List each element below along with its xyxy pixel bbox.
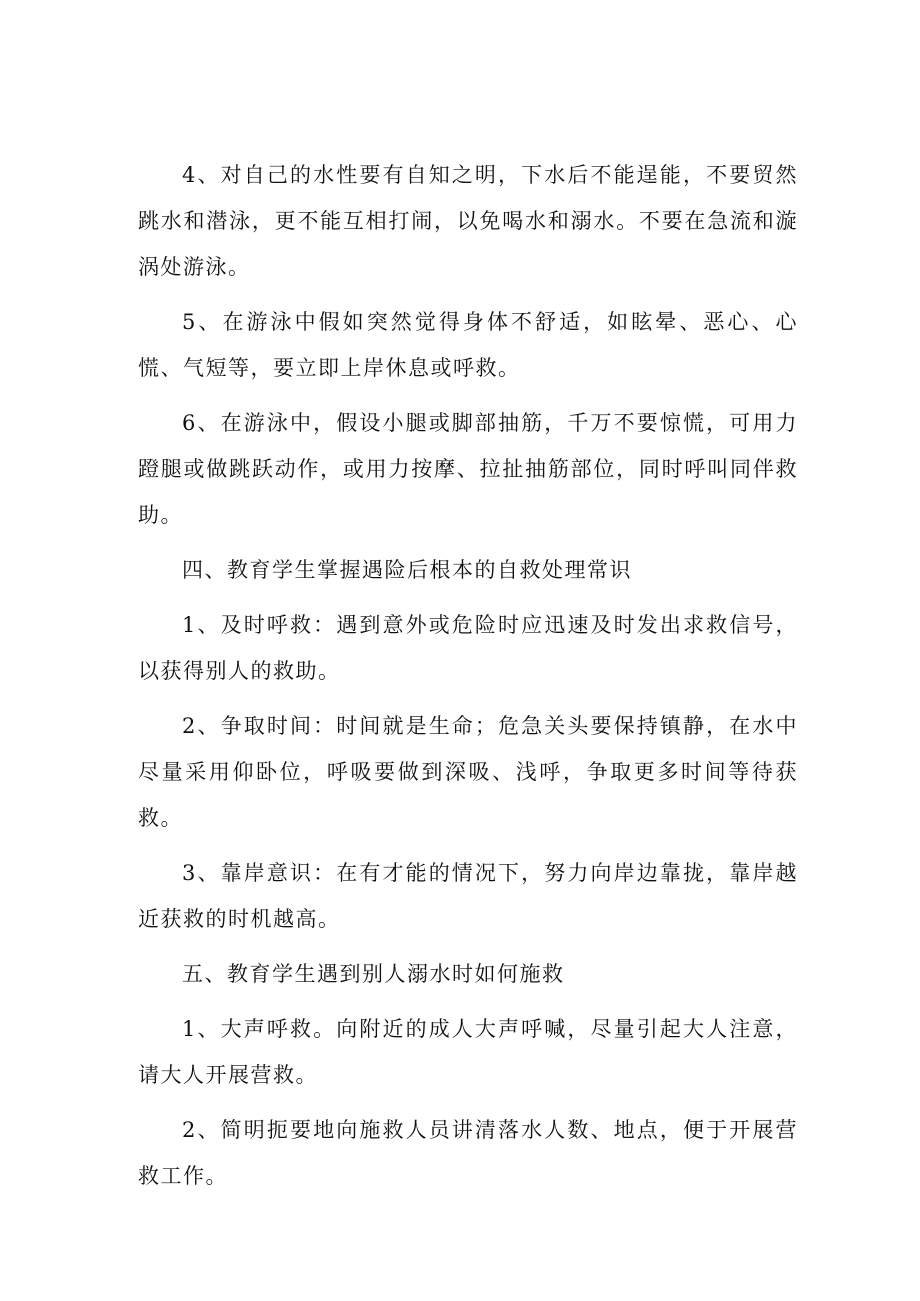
paragraph-item-4: 4、对自己的水性要有自知之明，下水后不能逞能，不要贸然跳水和潜泳，更不能互相打闹，以免喝水和溺水。不要在急流和漩涡处游泳。 xyxy=(138,163,798,279)
paragraph-item-6: 6、在游泳中，假设小腿或脚部抽筋，千万不要惊慌，可用力蹬腿或做跳跃动作，或用力按摩、拉扯抽筋部位，同时呼叫同伴救助。 xyxy=(138,411,798,527)
paragraph-item-5: 5、在游泳中假如突然觉得身体不舒适，如眩晕、恶心、心慌、气短等，要立即上岸休息或呼救。 xyxy=(138,310,798,380)
paragraph-self-rescue-1: 1、及时呼救：遇到意外或危险时应迅速及时发出求救信号，以获得别人的救助。 xyxy=(138,613,798,683)
document-body xyxy=(138,152,798,1208)
paragraph-rescue-others-1: 1、大声呼救。向附近的成人大声呼喊，尽量引起大人注意，请大人开展营救。 xyxy=(138,1017,798,1087)
paragraph-self-rescue-2: 2、争取时间：时间就是生命；危急关头要保持镇静，在水中尽量采用仰卧位，呼吸要做到深吸、浅呼，争取更多时间等待获救。 xyxy=(138,714,798,830)
paragraph-rescue-others-2: 2、简明扼要地向施救人员讲清落水人数、地点，便于开展营救工作。 xyxy=(138,1118,798,1188)
section-heading-4: 四、教育学生掌握遇险后根本的自救处理常识 xyxy=(182,558,632,582)
paragraph-self-rescue-3: 3、靠岸意识：在有才能的情况下，努力向岸边靠拢，靠岸越近获救的时机越高。 xyxy=(138,861,798,931)
section-heading-5: 五、教育学生遇到别人溺水时如何施救 xyxy=(182,962,565,986)
